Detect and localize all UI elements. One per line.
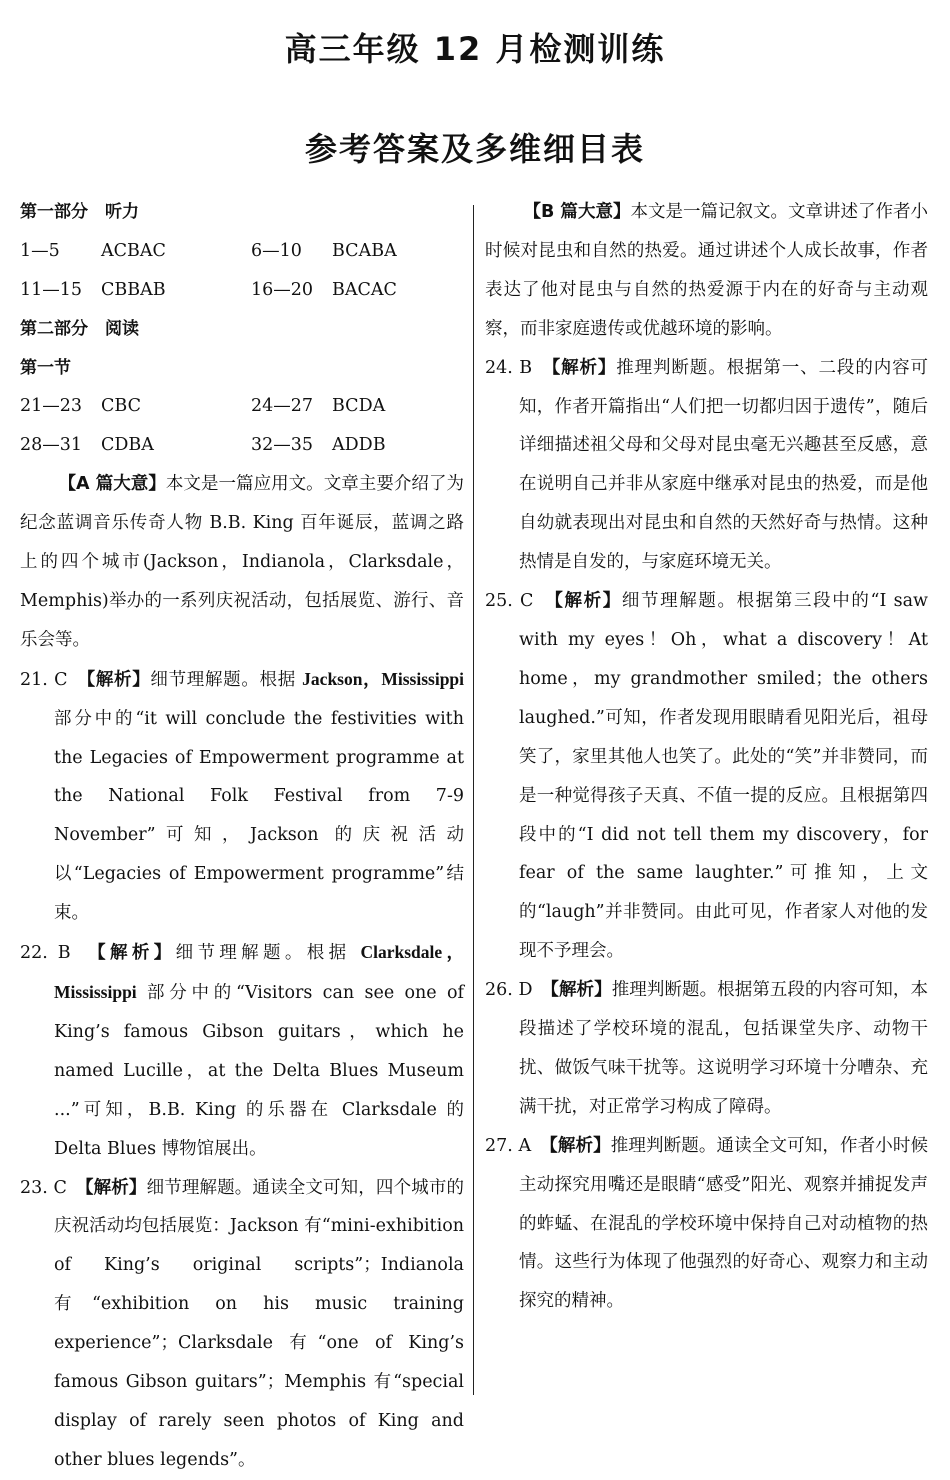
q27-text: 推理判断题。通读全文可知，作者小时候主动探究用嘴还是眼睛“感受”阳光、观察并捕捉发声的蚱蜢、在混乱的学校环境中保持自己对动植物的热情。这些行为体现了他强烈的好奇心、观察力和主动探究的精神。	[519, 1135, 929, 1312]
passage-a-summary	[20, 465, 464, 660]
answer-keys: CBC	[101, 396, 141, 417]
passage-b-summary	[485, 193, 928, 349]
answer-keys: CDBA	[101, 435, 154, 456]
q25-explanation	[485, 582, 928, 971]
q24-number: 24. B	[485, 357, 533, 378]
q25-text: 细节理解题。根据第三段中的“I saw with my eyes！Oh，what a discovery！At home，my grandmother smiled；the others laughed.”可知，作者发现用眼睛看见阳光后，祖母笑了，家里其他人也笑了。此处的“笑”并非赞同，而是一种觉得孩子天真、不值一提的反应。且根据第四段中的“I did not tell them my discovery，for fear of the same laughter.”可推知，上文的“laugh”并非赞同。由此可见，作者家人对他的发现不予理会。	[519, 591, 928, 962]
answer-keys: ADDB	[332, 435, 386, 456]
answer-row	[20, 387, 464, 426]
column-divider	[473, 205, 474, 1395]
q22-explanation	[20, 933, 464, 1168]
answer-row	[20, 426, 464, 465]
answer-range: 21—23	[20, 396, 83, 417]
q22-number: 22. B	[20, 943, 71, 964]
answer-range: 32—35	[251, 435, 314, 456]
q21-pre: 细节理解题。根据	[150, 669, 303, 690]
q23-number: 23. C	[20, 1177, 67, 1198]
q24-label: 【解析】	[551, 357, 617, 378]
q21-section-name: Jackson，Mississippi	[302, 668, 465, 689]
q21-text: 部分中的“it will conclude the festivities with the Legacies of Empowerment programme at the National Folk Festival from 7-9 November”可知，Jackson 的庆祝活动以“Legacies of Empowerment programme”结束。	[54, 708, 464, 924]
answer-range: 28—31	[20, 435, 83, 456]
q25-number: 25. C	[485, 591, 534, 612]
q27-label: 【解析】	[548, 1135, 611, 1156]
passage-b-text: 本文是一篇记叙文。文章讲述了作者小时候对昆虫和自然的热爱。通过讲述个人成长故事，作者表达了他对昆虫与自然的热爱源于内在的好奇与主动观察，而非家庭遗传或优越环境的影响。	[485, 202, 928, 339]
answer-row	[20, 232, 464, 271]
answer-range: 6—10	[251, 240, 302, 261]
q22-text: 部分中的“Visitors can see one of King’s famous Gibson guitars，which he named Lucille，at the Delta Blues Museum ...”可知，B.B. King 的乐器在 Clarksdale 的 Delta Blues 博物馆展出。	[54, 983, 464, 1159]
q24-text: 推理判断题。根据第一、二段的内容可知，作者开篇指出“人们把一切都归因于遗传”，随后详细描述祖父母和父母对昆虫毫无兴趣甚至反感，意在说明自己并非从家庭中继承对昆虫的热爱，而是他自幼就表现出对昆虫和自然的天然好奇与热情。这种热情是自发的，与家庭环境无关。	[519, 357, 928, 573]
section-heading: 第一节	[20, 357, 71, 378]
q27-explanation	[485, 1127, 928, 1322]
document-subtitle: 参考答案及多维细目表	[304, 130, 645, 168]
q23-label: 【解析】	[84, 1177, 147, 1198]
answer-range: 1—5	[20, 240, 60, 261]
answer-range: 24—27	[251, 396, 314, 417]
q26-number: 26. D	[485, 980, 533, 1001]
answer-range: 11—15	[20, 279, 83, 300]
part2-heading: 第二部分 阅读	[20, 318, 139, 339]
answer-keys: ACBAC	[101, 240, 166, 261]
answer-row	[20, 271, 464, 310]
q21-label: 【解析】	[86, 669, 151, 690]
passage-b-label: 【B 篇大意】	[523, 202, 631, 222]
answer-keys: BACAC	[332, 279, 397, 300]
document-title: 高三年级 12 月检测训练	[284, 30, 666, 68]
q21-number: 21. C	[20, 669, 68, 690]
left-column	[20, 193, 464, 1480]
q26-explanation	[485, 971, 928, 1127]
answer-keys: BCDA	[332, 396, 386, 417]
q24-explanation	[485, 349, 928, 582]
q22-section-name: Clarksdale，Mississippi	[54, 942, 464, 1003]
answer-keys: CBBAB	[101, 279, 166, 300]
q26-text: 推理判断题。根据第五段的内容可知，本段描述了学校环境的混乱，包括课堂失序、动物干扰、做饭气味干扰等。这说明学习环境十分嘈杂、充满干扰，对正常学习构成了障碍。	[519, 980, 929, 1117]
q22-label: 【解析】	[96, 943, 176, 964]
q23-text: 细节理解题。通读全文可知，四个城市的庆祝活动均包括展览：Jackson 有“mini-exhibition of King’s original scripts”；Indianola 有“exhibition on his music training experience”；Clarksdale 有“one of King’s famous Gibson guitars”；Memphis 有“special display of rarely seen photos of King and other blues legends”。	[54, 1177, 465, 1470]
answer-range: 16—20	[251, 279, 314, 300]
answer-keys: BCABA	[332, 240, 397, 261]
q27-number: 27. A	[485, 1135, 532, 1156]
q25-label: 【解析】	[554, 591, 622, 612]
q23-explanation	[20, 1169, 464, 1480]
q22-pre: 细节理解题。根据	[175, 943, 361, 964]
q21-explanation	[20, 660, 464, 933]
passage-a-text: 本文是一篇应用文。文章主要介绍了为纪念蓝调音乐传奇人物 B.B. King 百年诞辰，蓝调之路上的四个城市(Jackson，Indianola，Clarksdale，Memphis)举办的一系列庆祝活动，包括展览、游行、音乐会等。	[20, 474, 464, 650]
passage-a-label: 【A 篇大意】	[58, 474, 166, 495]
right-column	[485, 193, 928, 1321]
part1-heading: 第一部分 听力	[20, 202, 139, 222]
q26-label: 【解析】	[550, 980, 612, 1001]
